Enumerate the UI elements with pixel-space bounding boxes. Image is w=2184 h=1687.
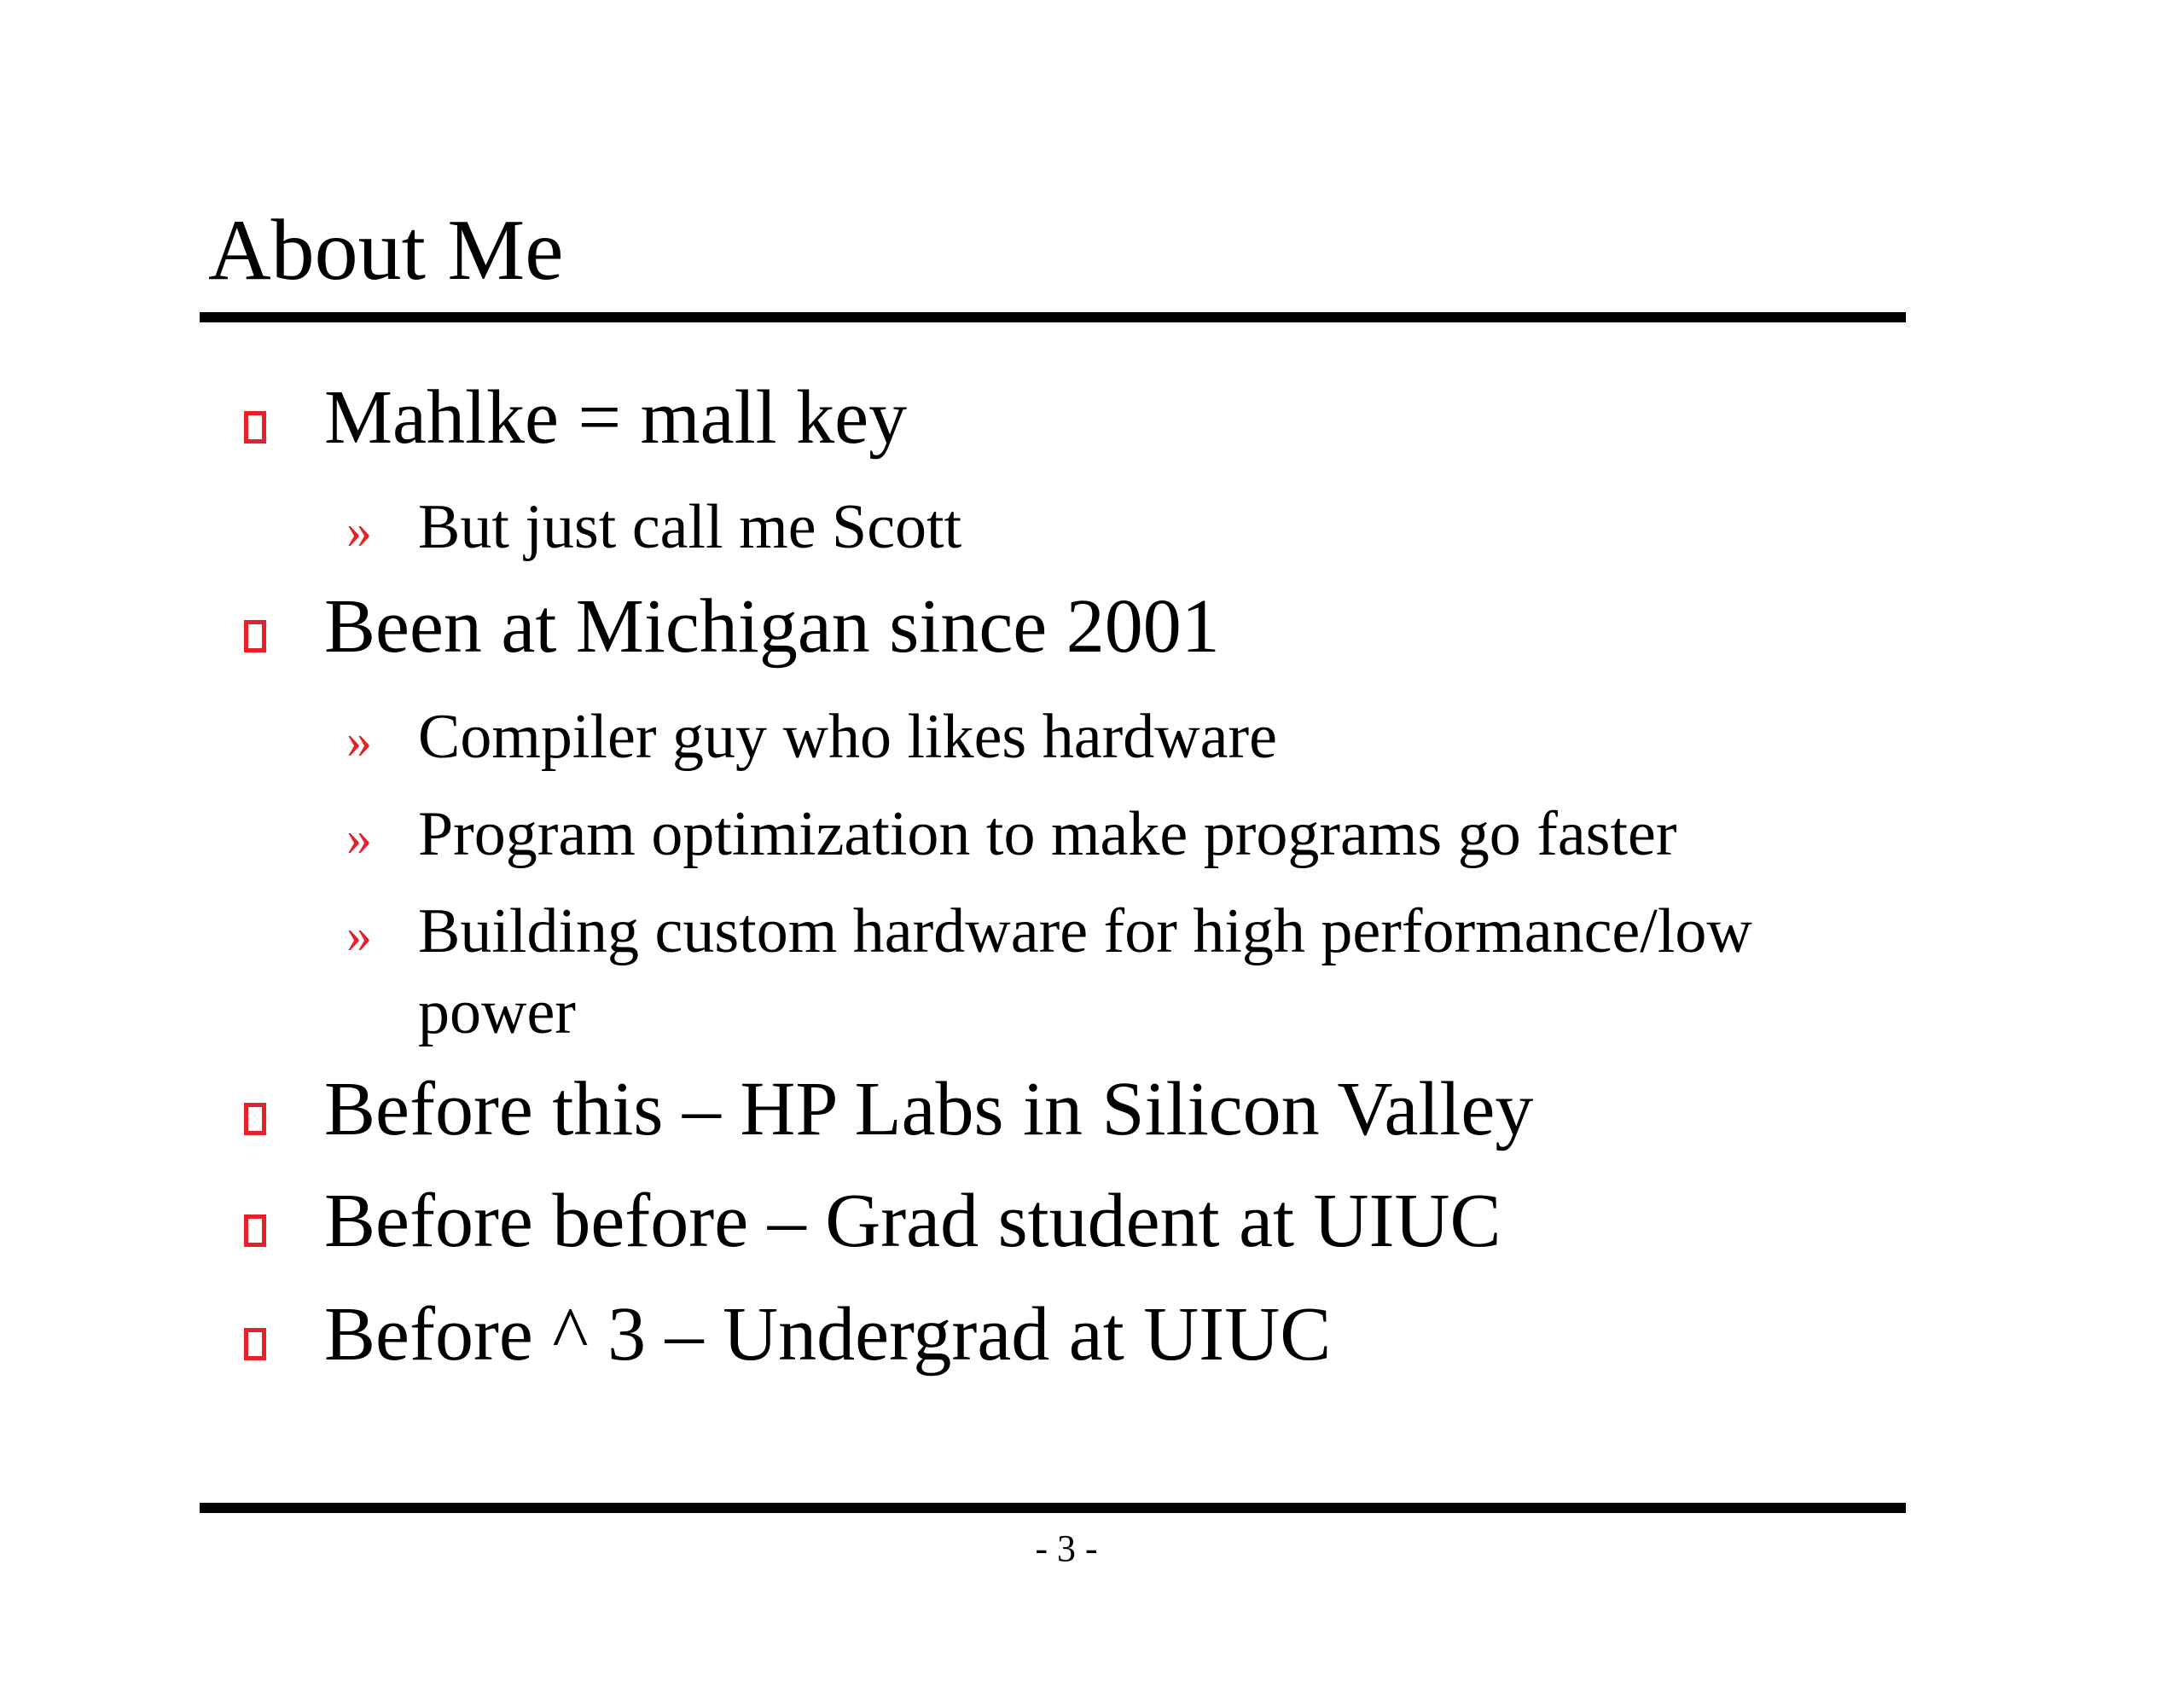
sub-bullet-item: Program optimization to make programs go faster [418, 799, 1677, 869]
sub-bullet-item: Building custom hardware for high performance/low [418, 896, 1752, 966]
bullet-item: Before before – Grad student at UIUC [324, 1179, 1502, 1263]
bullet-item: Been at Michigan since 2001 [324, 584, 1220, 669]
double-chevron-icon: » [346, 907, 372, 963]
bullet-item: Before ^ 3 – Undergrad at UIUC [324, 1292, 1332, 1377]
bullet-square-icon [244, 1103, 266, 1135]
bullet-item: Mahlke = mall key [324, 375, 908, 460]
sub-bullet-item: But just call me Scott [418, 492, 962, 562]
bullet-square-icon [244, 620, 266, 652]
sub-bullet-continuation: power [418, 977, 576, 1047]
sub-bullet-item: Compiler guy who likes hardware [418, 702, 1277, 772]
bullet-square-icon [244, 411, 266, 443]
footer-rule [200, 1503, 1906, 1513]
bullet-square-icon [244, 1328, 266, 1360]
page-number: - 3 - [1035, 1528, 1098, 1569]
bullet-square-icon [244, 1215, 266, 1247]
bullet-item: Before this – HP Labs in Silicon Valley [324, 1067, 1534, 1151]
slide-title: About Me [208, 202, 564, 299]
double-chevron-icon: » [346, 712, 372, 768]
double-chevron-icon: » [346, 809, 372, 866]
double-chevron-icon: » [346, 502, 372, 559]
